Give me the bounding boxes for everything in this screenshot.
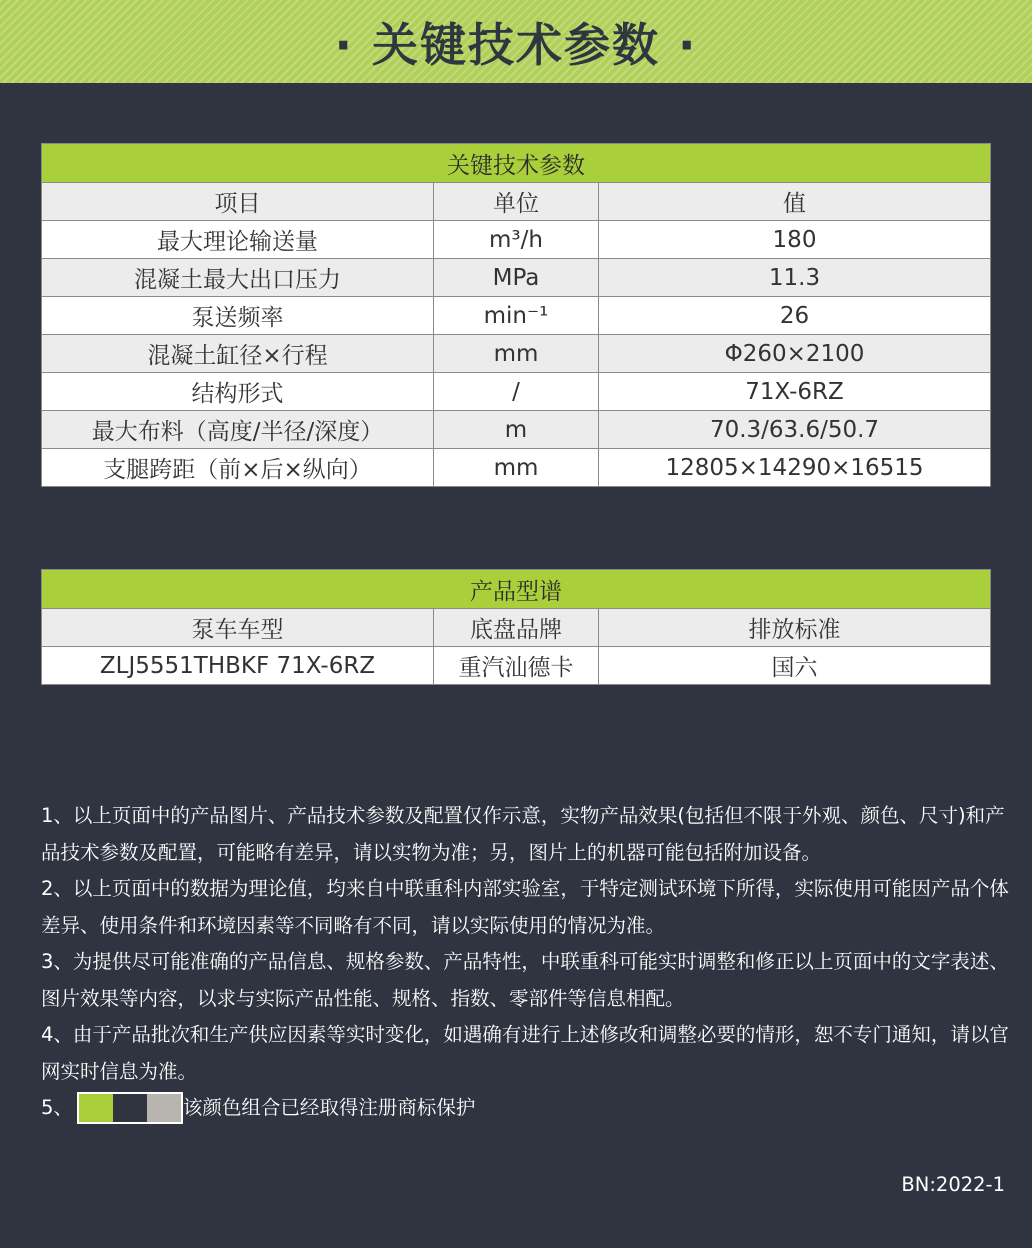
- header-model: 泵车车型: [42, 609, 434, 647]
- note-2: 2、以上页面中的数据为理论值，均来自中联重科内部实验室，于特定测试环境下所得，实际使用可能因产品个体差异、使用条件和环境因素等不同略有不同，请以实际使用的情况为准。: [41, 877, 1009, 937]
- row-unit: /: [434, 373, 599, 411]
- swatch-gray: [147, 1094, 181, 1122]
- row-unit: MPa: [434, 259, 599, 297]
- table-row: [42, 259, 991, 297]
- table-row: [42, 647, 991, 685]
- table-caption: 关键技术参数: [42, 144, 991, 183]
- header-emission: 排放标准: [599, 609, 991, 647]
- row-item: 结构形式: [42, 373, 434, 411]
- note-5-prefix: 5、: [41, 1096, 73, 1119]
- row-emission: 国六: [599, 647, 991, 685]
- note-5-text: 该颜色组合已经取得注册商标保护: [182, 1096, 476, 1119]
- row-unit: mm: [434, 335, 599, 373]
- row-model: ZLJ5551THBKF 71X-6RZ: [42, 647, 434, 685]
- swatch-green: [79, 1094, 113, 1122]
- table-row: [42, 297, 991, 335]
- table-caption: 产品型谱: [42, 570, 991, 609]
- table-caption-row: [42, 144, 991, 183]
- disclaimer-notes: [41, 798, 1011, 1127]
- table-row: [42, 373, 991, 411]
- row-value: 71X-6RZ: [599, 373, 991, 411]
- header-item: 项目: [42, 183, 434, 221]
- row-item: 最大布料（高度/半径/深度）: [42, 411, 434, 449]
- row-unit: min⁻¹: [434, 297, 599, 335]
- table-header-row: [42, 183, 991, 221]
- row-value: 70.3/63.6/50.7: [599, 411, 991, 449]
- row-item: 支腿跨距（前×后×纵向）: [42, 449, 434, 487]
- product-models-table: [41, 569, 991, 685]
- row-value: 180: [599, 221, 991, 259]
- header-value: 值: [599, 183, 991, 221]
- table-row: [42, 221, 991, 259]
- row-chassis: 重汽汕德卡: [434, 647, 599, 685]
- row-value: Φ260×2100: [599, 335, 991, 373]
- table-row: [42, 449, 991, 487]
- key-params-table: [41, 143, 991, 487]
- row-item: 混凝土缸径×行程: [42, 335, 434, 373]
- trademark-color-swatches: [77, 1092, 183, 1124]
- banner-title: · 关键技术参数 ·: [334, 17, 698, 72]
- note-4: 4、由于产品批次和生产供应因素等实时变化，如遇确有进行上述修改和调整必要的情形，恕不专门通知，请以官网实时信息为准。: [41, 1023, 1009, 1083]
- row-value: 12805×14290×16515: [599, 449, 991, 487]
- row-item: 混凝土最大出口压力: [42, 259, 434, 297]
- document-number: BN:2022-1: [901, 1173, 1005, 1196]
- note-3: 3、为提供尽可能准确的产品信息、规格参数、产品特性，中联重科可能实时调整和修正以上页面中的文字表述、图片效果等内容，以求与实际产品性能、规格、指数、零部件等信息相配。: [41, 950, 1009, 1010]
- row-unit: mm: [434, 449, 599, 487]
- table-row: [42, 335, 991, 373]
- row-value: 26: [599, 297, 991, 335]
- note-1: 1、以上页面中的产品图片、产品技术参数及配置仅作示意，实物产品效果(包括但不限于外观、颜色、尺寸)和产品技术参数及配置，可能略有差异，请以实物为准；另，图片上的机器可能包括附加设备。: [41, 804, 1005, 864]
- row-unit: m: [434, 411, 599, 449]
- row-value: 11.3: [599, 259, 991, 297]
- row-item: 泵送频率: [42, 297, 434, 335]
- top-banner: [0, 0, 1032, 83]
- note-5: [41, 1090, 1011, 1127]
- header-unit: 单位: [434, 183, 599, 221]
- table-header-row: [42, 609, 991, 647]
- table-row: [42, 411, 991, 449]
- table-caption-row: [42, 570, 991, 609]
- swatch-dark: [113, 1094, 147, 1122]
- row-item: 最大理论输送量: [42, 221, 434, 259]
- header-chassis: 底盘品牌: [434, 609, 599, 647]
- row-unit: m³/h: [434, 221, 599, 259]
